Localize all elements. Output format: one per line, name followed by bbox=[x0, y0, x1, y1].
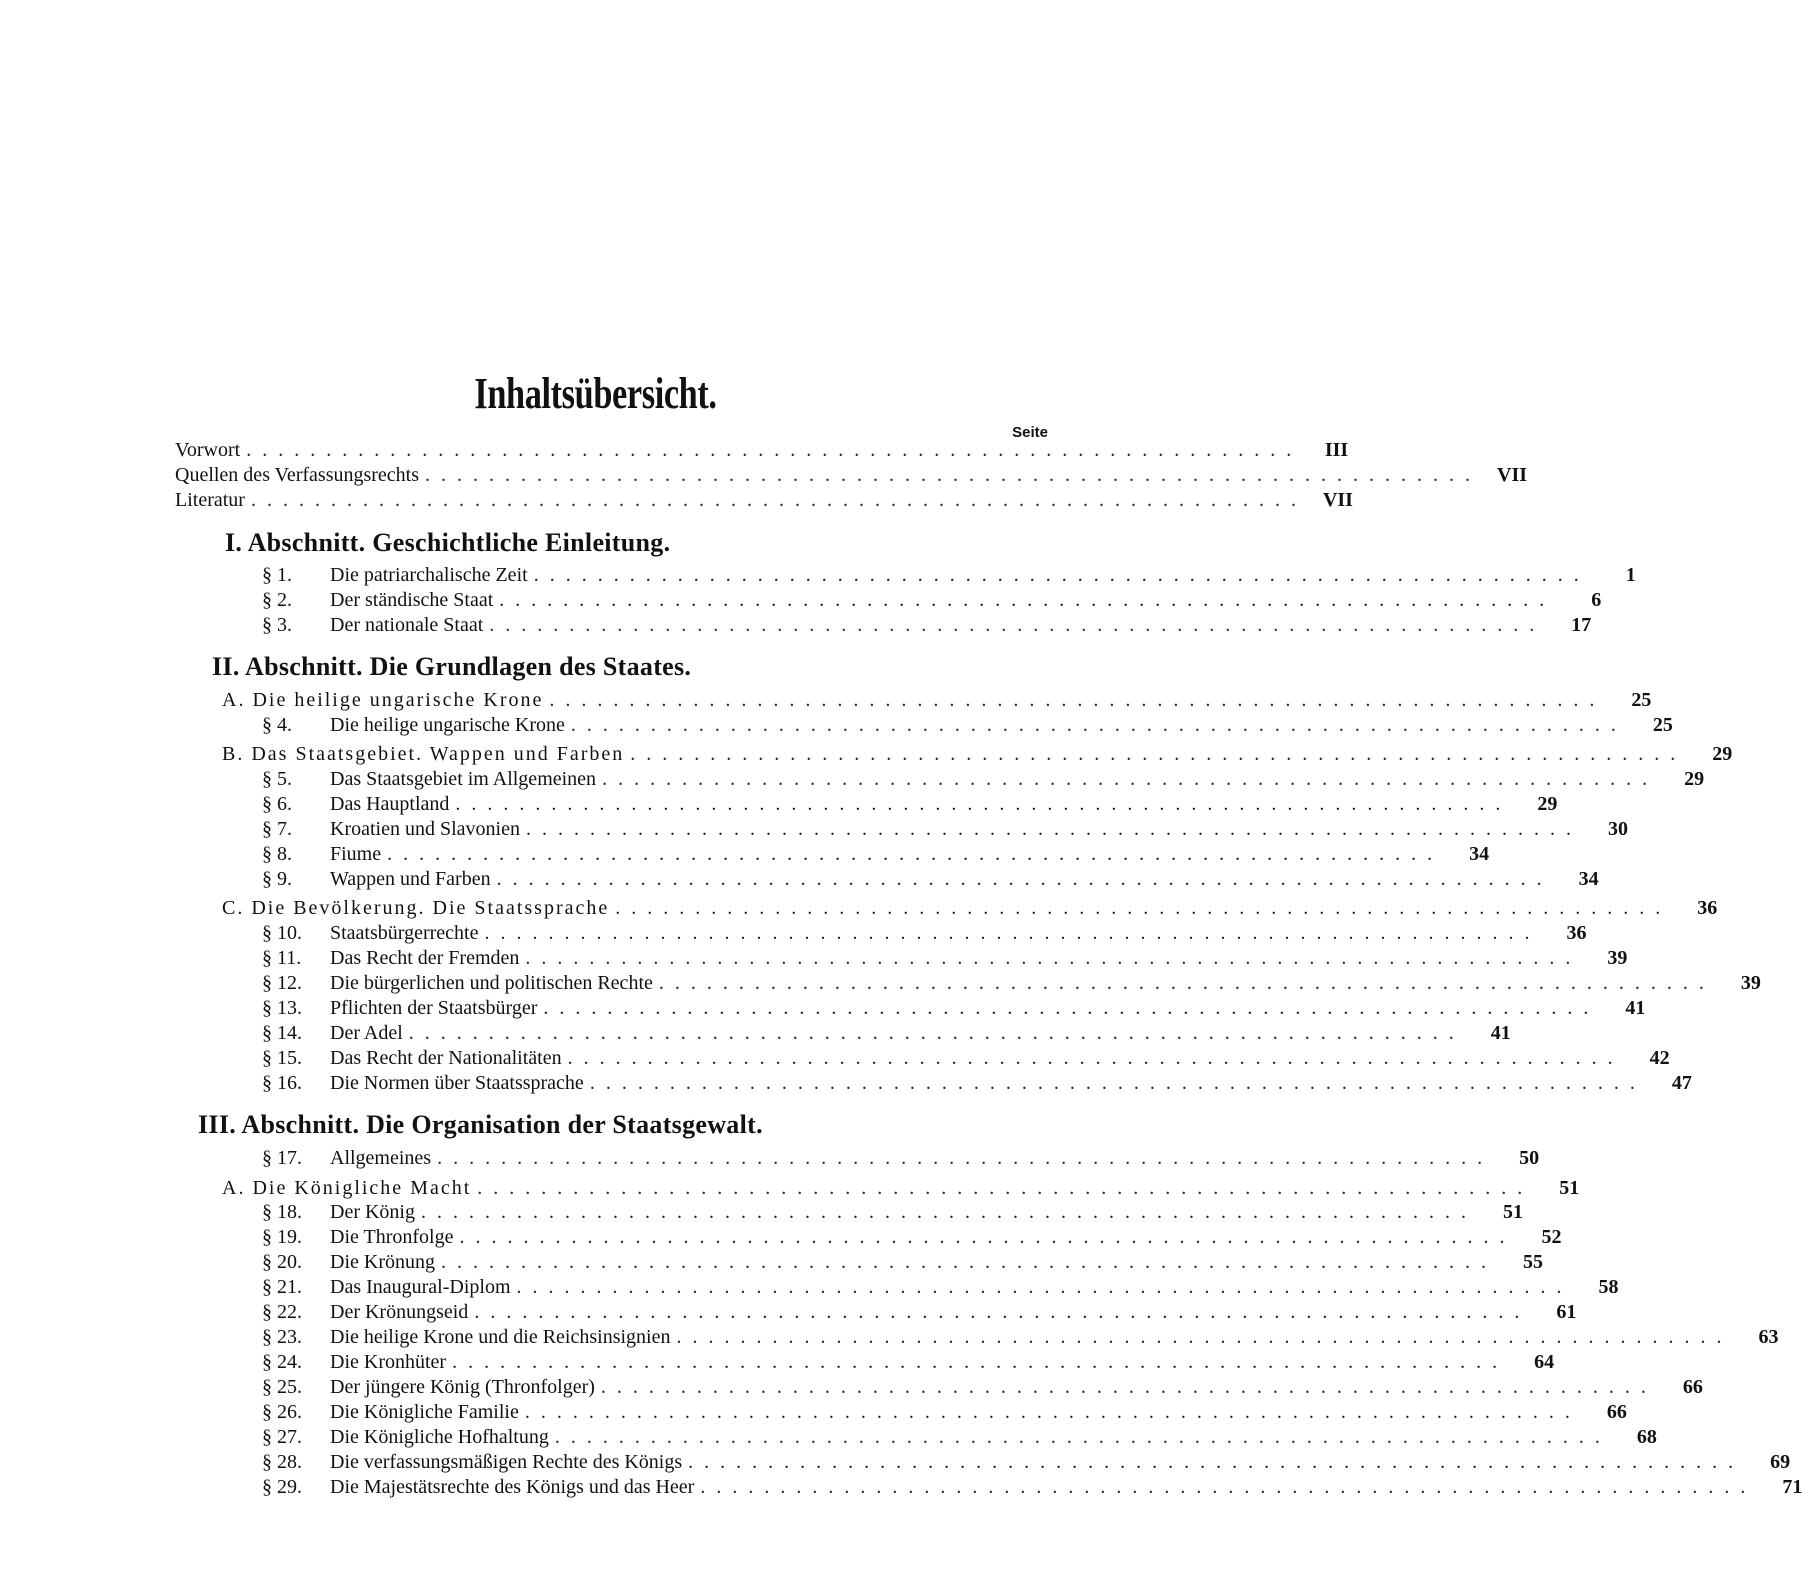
leader-dots: .................................................................. bbox=[499, 589, 1556, 611]
leader-dots: .................................................................. bbox=[489, 614, 1546, 636]
toc-entry[interactable]: § 14. Der Adel .................................................................. 41 bbox=[262, 1022, 1511, 1044]
leader-dots: .................................................................. bbox=[589, 1072, 1646, 1094]
toc-entry[interactable]: § 13. Pflichten der Staatsbürger .................................................................. 41 bbox=[262, 997, 1646, 1019]
leader-dots: .................................................................. bbox=[525, 947, 1582, 969]
toc-entry[interactable]: § 7. Kroatien und Slavonien .................................................................. 30 bbox=[262, 818, 1628, 840]
toc-entry[interactable]: § 2. Der ständische Staat .................................................................. 6 bbox=[262, 589, 1602, 611]
page-title: Inhaltsübersicht. bbox=[474, 369, 717, 418]
toc-entry[interactable]: § 17. Allgemeines .................................................................. 50 bbox=[262, 1147, 1540, 1169]
toc-entry[interactable]: § 9. Wappen und Farben .................................................................. 34 bbox=[262, 868, 1599, 890]
toc-entry[interactable]: § 27. Die Königliche Hofhaltung .................................................................. 68 bbox=[262, 1426, 1657, 1448]
toc-entry[interactable]: § 25. Der jüngere König (Thronfolger) .................................................................. 66 bbox=[262, 1376, 1703, 1398]
leader-dots: .................................................................. bbox=[676, 1326, 1733, 1348]
leader-dots: .................................................................. bbox=[477, 1177, 1534, 1199]
leader-dots: .................................................................. bbox=[554, 1426, 1611, 1448]
toc-entry[interactable]: § 21. Das Inaugural-Diplom .................................................................. 58 bbox=[262, 1276, 1619, 1298]
toc-entry[interactable]: § 11. Das Recht der Fremden .................................................................. 39 bbox=[262, 947, 1628, 969]
leader-dots: .................................................................. bbox=[452, 1351, 1509, 1373]
leader-dots: .................................................................. bbox=[455, 793, 1512, 815]
toc-subsection-c[interactable]: C. Die Bevölkerung. Die Staatssprache .................................................................. 36 bbox=[222, 897, 1718, 919]
toc-entry[interactable]: § 5. Das Staatsgebiet im Allgemeinen .................................................................. 29 bbox=[262, 768, 1705, 790]
leader-dots: .................................................................. bbox=[567, 1047, 1624, 1069]
leader-dots: .................................................................. bbox=[425, 464, 1482, 486]
leader-dots: .................................................................. bbox=[602, 768, 1659, 790]
leader-dots: .................................................................. bbox=[484, 922, 1541, 944]
leader-dots: .................................................................. bbox=[630, 743, 1687, 765]
toc-entry[interactable]: § 19. Die Thronfolge .................................................................. 52 bbox=[262, 1226, 1562, 1248]
leader-dots: .................................................................. bbox=[459, 1226, 1516, 1248]
toc-subsection-b[interactable]: B. Das Staatsgebiet. Wappen und Farben .................................................................. 29 bbox=[222, 743, 1733, 765]
leader-dots: .................................................................. bbox=[437, 1147, 1494, 1169]
leader-dots: .................................................................. bbox=[524, 1401, 1581, 1423]
leader-dots: .................................................................. bbox=[570, 714, 1627, 736]
toc-entry[interactable]: § 28. Die verfassungsmäßigen Rechte des Königs .................................................................. 69 bbox=[262, 1451, 1791, 1473]
toc-entry-literatur[interactable]: Literatur .................................................................. VII bbox=[175, 489, 1353, 511]
section-heading-part-2: II. Abschnitt. Die Grundlagen des Staates. bbox=[212, 652, 692, 681]
toc-entry[interactable]: § 29. Die Majestätsrechte des Königs und das Heer .................................................................. 71 bbox=[262, 1476, 1802, 1498]
toc-entry[interactable]: § 18. Der König .................................................................. 51 bbox=[262, 1201, 1523, 1223]
toc-entry[interactable]: § 12. Die bürgerlichen und politischen Rechte .................................................................. 39 bbox=[262, 972, 1761, 994]
leader-dots: .................................................................. bbox=[387, 843, 1444, 865]
section-heading-part-3: III. Abschnitt. Die Organisation der Staatsgewalt. bbox=[198, 1110, 763, 1139]
leader-dots: .................................................................. bbox=[246, 439, 1303, 461]
toc-entry[interactable]: § 20. Die Krönung .................................................................. 55 bbox=[262, 1251, 1543, 1273]
leader-dots: .................................................................. bbox=[688, 1451, 1745, 1473]
toc-entry[interactable]: § 24. Die Kronhüter .................................................................. 64 bbox=[262, 1351, 1555, 1373]
page-column-label: Seite bbox=[1012, 424, 1048, 441]
toc-entry[interactable]: § 10. Staatsbürgerrechte .................................................................. 36 bbox=[262, 922, 1587, 944]
toc-entry[interactable]: § 23. Die heilige Krone und die Reichsinsignien .................................................................. 63 bbox=[262, 1326, 1779, 1348]
toc-entry[interactable]: § 16. Die Normen über Staatssprache .................................................................. 47 bbox=[262, 1072, 1692, 1094]
toc-entry[interactable]: § 22. Der Krönungseid .................................................................. 61 bbox=[262, 1301, 1577, 1323]
toc-entry[interactable]: § 1. Die patriarchalische Zeit .................................................................. 1 bbox=[262, 564, 1636, 586]
leader-dots: .................................................................. bbox=[420, 1201, 1477, 1223]
leader-dots: .................................................................. bbox=[440, 1251, 1497, 1273]
leader-dots: .................................................................. bbox=[516, 1276, 1573, 1298]
toc-entry-quellen[interactable]: Quellen des Verfassungsrechts .................................................................. VII bbox=[175, 464, 1528, 486]
leader-dots: .................................................................. bbox=[700, 1476, 1757, 1498]
leader-dots: .................................................................. bbox=[525, 818, 1582, 840]
leader-dots: .................................................................. bbox=[408, 1022, 1465, 1044]
section-heading-part-1: I. Abschnitt. Geschichtliche Einleitung. bbox=[225, 528, 671, 557]
toc-entry[interactable]: § 3. Der nationale Staat .................................................................. 17 bbox=[262, 614, 1592, 636]
toc-entry[interactable]: § 8. Fiume .................................................................. 34 bbox=[262, 843, 1490, 865]
leader-dots: .................................................................. bbox=[496, 868, 1553, 890]
leader-dots: .................................................................. bbox=[615, 897, 1672, 919]
toc-entry-vorwort[interactable]: Vorwort .................................................................. III bbox=[175, 439, 1349, 461]
leader-dots: .................................................................. bbox=[474, 1301, 1531, 1323]
toc-entry[interactable]: § 15. Das Recht der Nationalitäten .................................................................. 42 bbox=[262, 1047, 1670, 1069]
leader-dots: .................................................................. bbox=[549, 689, 1606, 711]
leader-dots: .................................................................. bbox=[600, 1376, 1657, 1398]
leader-dots: .................................................................. bbox=[250, 489, 1307, 511]
leader-dots: .................................................................. bbox=[543, 997, 1600, 1019]
toc-entry[interactable]: § 26. Die Königliche Familie .................................................................. 66 bbox=[262, 1401, 1627, 1423]
toc-subsection-a[interactable]: A. Die heilige ungarische Krone .................................................................. 25 bbox=[222, 689, 1652, 711]
toc-subsection-a[interactable]: A. Die Königliche Macht .................................................................. 51 bbox=[222, 1177, 1580, 1199]
toc-entry[interactable]: § 4. Die heilige ungarische Krone .................................................................. 25 bbox=[262, 714, 1673, 736]
leader-dots: .................................................................. bbox=[658, 972, 1715, 994]
toc-entry[interactable]: § 6. Das Hauptland .................................................................. 29 bbox=[262, 793, 1558, 815]
leader-dots: .................................................................. bbox=[533, 564, 1590, 586]
